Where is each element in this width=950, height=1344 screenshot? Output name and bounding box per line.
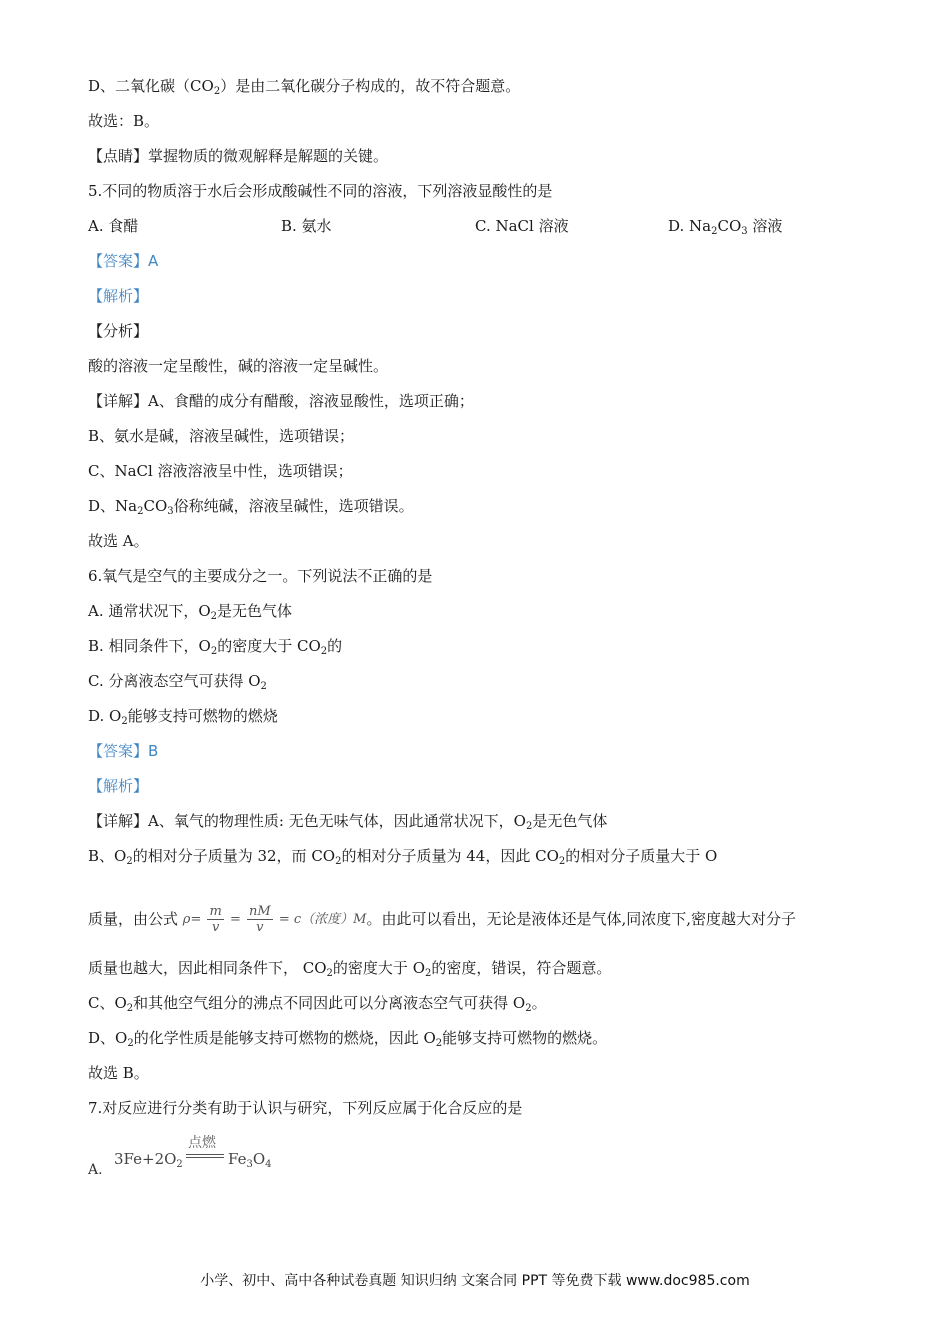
q5-stem: 5.不同的物质溶于水后会形成酸碱性不同的溶液，下列溶液显酸性的是 (88, 182, 553, 200)
q6-detail-c: C、$O_2$和其他空气组分的沸点不同因此可以分离液态空气可获得 $O_2$。 (88, 994, 547, 1014)
q7-eq-equals-bar (186, 1154, 224, 1158)
q5-option-c: C. NaCl 溶液 (475, 217, 569, 235)
q5-detail: 【详解】A、食醋的成分有醋酸，溶液显酸性，选项正确； (88, 392, 474, 410)
q4-choice: 故选：B。 (88, 112, 160, 130)
q5-fenxi-tag: 【分析】 (88, 322, 149, 340)
q6-detail: 【详解】A、氧气的物理性质: 无色无味气体，因此通常状况下，$O_2$是无色气体 (88, 812, 608, 832)
q7-eq-right: $Fe_3O_4$ (228, 1150, 272, 1170)
q5-choice: 故选 A。 (88, 532, 149, 550)
q5-detail-d: D、$Na_2CO_3$俗称纯碱，溶液呈碱性，选项错误。 (88, 497, 414, 517)
q7-option-a-equation (88, 1132, 388, 1182)
page-footer: 小学、初中、高中各种试卷真题 知识归纳 文案合同 PPT 等免费下载 www.doc985.com (200, 1273, 750, 1289)
q6-detail-b: B、$O_2$的相对分子质量为 32，而 $CO_2$的相对分子质量为 44，因此 $CO_2$的相对分子质量大于 O (88, 847, 718, 867)
q5-option-d: D. $Na_2CO_3$ 溶液 (668, 217, 783, 237)
q5-analysis-tag: 【解析】 (88, 287, 149, 305)
q6-detail-d: D、$O_2$的化学性质是能够支持可燃物的燃烧，因此 $O_2$能够支持可燃物的燃烧。 (88, 1029, 608, 1049)
q6-formula-line: 质量，由公式 ρ= $\frac{m}{v}$ = $\frac{nM}{v}$ = c（浓度）M。由此可以看出，无论是液体还是气体,同浓度下,密度越大对分子 (88, 904, 796, 935)
q5-answer: 【答案】A (88, 252, 159, 270)
q4-option-d: D、二氧化碳$(CO_2)$是由二氧化碳分子构成的，故不符合题意。 (88, 77, 521, 97)
q6-stem: 6.氧气是空气的主要成分之一。下列说法不正确的是 (88, 567, 433, 585)
q6-answer: 【答案】B (88, 742, 159, 760)
q5-fenxi: 酸的溶液一定呈酸性，碱的溶液一定呈碱性。 (88, 357, 389, 375)
q6-option-b: B. 相同条件下，$O_2$的密度大于 $CO_2$的 (88, 637, 343, 657)
q7-stem: 7.对反应进行分类有助于认识与研究，下列反应属于化合反应的是 (88, 1099, 523, 1117)
q7-eq-left: $3Fe+2O_2$ (114, 1150, 183, 1170)
density-formula: ρ= $\frac{m}{v}$ = $\frac{nM}{v}$ = c（浓度）M (182, 904, 367, 935)
q6-option-d: D. $O_2$能够支持可燃物的燃烧 (88, 707, 278, 727)
q7-eq-condition: 点燃 (188, 1135, 216, 1151)
q5-option-a: A. 食醋 (88, 217, 139, 235)
q6-detail-b3: 质量也越大，因此相同条件下， $CO_2$的密度大于 $O_2$的密度，错误，符合题意。 (88, 959, 612, 979)
q7-option-a-label: A. (88, 1162, 103, 1178)
q6-option-c: C. 分离液态空气可获得 $O_2$ (88, 672, 267, 692)
q5-detail-b: B、氨水是碱，溶液呈碱性，选项错误； (88, 427, 355, 445)
q6-option-a: A. 通常状况下，$O_2$是无色气体 (88, 602, 293, 622)
q6-choice: 故选 B。 (88, 1064, 149, 1082)
q5-detail-c: C、NaCl 溶液溶液呈中性，选项错误； (88, 462, 353, 480)
q5-option-b: B. 氨水 (281, 217, 332, 235)
q4-comment: 【点睛】掌握物质的微观解释是解题的关键。 (88, 147, 389, 165)
q6-analysis-tag: 【解析】 (88, 777, 149, 795)
